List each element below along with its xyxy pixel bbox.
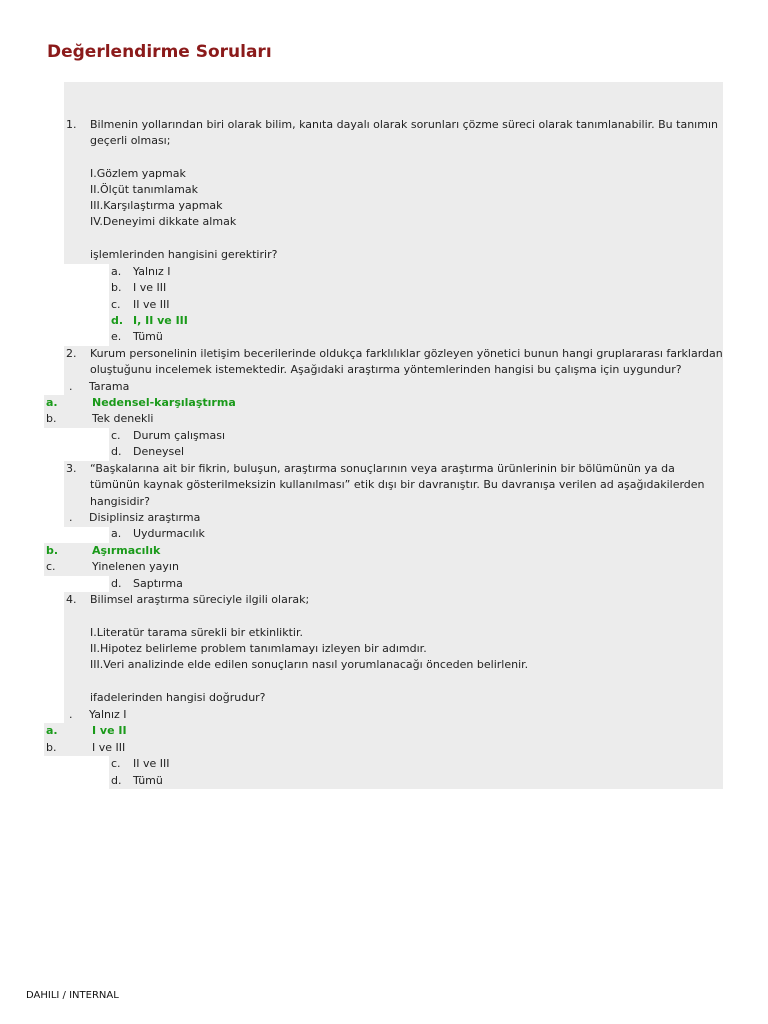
option-text: Disiplinsiz araştırma xyxy=(89,511,201,524)
statement-item: III.Karşılaştırma yapmak xyxy=(90,199,223,212)
option-letter: c. xyxy=(111,429,121,442)
statement-item: II.Ölçüt tanımlamak xyxy=(90,183,198,196)
option-text: Yalnız I xyxy=(89,708,127,721)
question-text: oluştuğunu incelemek istemektedir. Aşağıdaki araştırma yöntemlerinden hangisi bu çalışma için uygundur? xyxy=(90,363,682,376)
option-letter: c. xyxy=(46,560,56,573)
statement-item: I.Literatür tarama sürekli bir etkinliktir. xyxy=(90,626,303,639)
option-letter: b. xyxy=(46,412,57,425)
option-text: Tümü xyxy=(133,330,163,343)
option-letter: . xyxy=(69,380,73,393)
option-letter: d. xyxy=(111,445,122,458)
question-text: Kurum personelinin iletişim becerilerinde oldukça farklılıklar gözleyen yönetici bunun hangi gruplararası farklardan xyxy=(90,347,723,360)
correct-option-text: I ve II xyxy=(92,724,127,737)
correct-option-letter: a. xyxy=(46,396,58,409)
question-number: 4. xyxy=(66,593,77,606)
option-letter: a. xyxy=(111,265,122,278)
option-text: Yinelenen yayın xyxy=(92,560,179,573)
statement-item: III.Veri analizinde elde edilen sonuçların nasıl yorumlanacağı önceden belirlenir. xyxy=(90,658,529,671)
question-stem: işlemlerinden hangisini gerektirir? xyxy=(90,248,278,261)
option-letter: . xyxy=(69,708,73,721)
option-letter: c. xyxy=(111,757,121,770)
option-text: Yalnız I xyxy=(133,265,171,278)
correct-option-letter: d. xyxy=(111,314,124,327)
statement-item: II.Hipotez belirleme problem tanımlamayı izleyen bir adımdır. xyxy=(90,642,427,655)
option-text: Tek denekli xyxy=(92,412,154,425)
option-text: II ve III xyxy=(133,298,170,311)
correct-option-letter: b. xyxy=(46,544,59,557)
option-letter: b. xyxy=(111,281,122,294)
question-stem: ifadelerinden hangisi doğrudur? xyxy=(90,691,266,704)
correct-option-letter: a. xyxy=(46,724,58,737)
options-background-q3-d xyxy=(109,576,723,592)
options-background-q4-cd xyxy=(109,756,723,789)
option-letter: . xyxy=(69,511,73,524)
question-text: tümünün kaynak gösterilmeksizin kullanılması” etik dışı bir davranıştır. Bu davranışa verilen ad aşağıdakilerden xyxy=(90,478,705,491)
question-text: hangisidir? xyxy=(90,495,150,508)
correct-option-text: I, II ve III xyxy=(133,314,188,327)
question-text: geçerli olması; xyxy=(90,134,171,147)
classification-label: DAHILI / INTERNAL xyxy=(26,990,119,1001)
statement-item: I.Gözlem yapmak xyxy=(90,167,186,180)
option-text: Deneysel xyxy=(133,445,185,458)
question-number: 3. xyxy=(66,462,77,475)
statement-item: IV.Deneyimi dikkate almak xyxy=(90,215,237,228)
option-text: I ve III xyxy=(92,741,126,754)
option-text: Durum çalışması xyxy=(133,429,226,442)
option-letter: e. xyxy=(111,330,122,343)
option-letter: d. xyxy=(111,774,122,787)
option-text: II ve III xyxy=(133,757,170,770)
question-number: 1. xyxy=(66,118,77,131)
option-text: Uydurmacılık xyxy=(133,527,205,540)
page-title: Değerlendirme Soruları xyxy=(47,42,272,62)
question-number: 2. xyxy=(66,347,77,360)
option-letter: b. xyxy=(46,741,57,754)
correct-option-text: Aşırmacılık xyxy=(92,544,161,557)
option-text: Tümü xyxy=(133,774,163,787)
option-letter: d. xyxy=(111,577,122,590)
question-text: Bilmenin yollarından biri olarak bilim, kanıta dayalı olarak sorunları çözme süreci olarak tanımlanabilir. Bu tanımın xyxy=(90,118,718,131)
question-text: Bilimsel araştırma süreciyle ilgili olarak; xyxy=(90,593,310,606)
correct-option-text: Nedensel-karşılaştırma xyxy=(92,396,236,409)
options-background-q1 xyxy=(109,264,723,346)
question-text: “Başkalarına ait bir fikrin, buluşun, araştırma sonuçlarının veya araştırma ürünlerinin bir bölümünün ya da xyxy=(90,462,675,475)
option-text: Saptırma xyxy=(133,577,183,590)
options-background-q4-ab xyxy=(44,723,723,756)
option-text: I ve III xyxy=(133,281,167,294)
option-letter: a. xyxy=(111,527,122,540)
option-text: Tarama xyxy=(89,380,130,393)
option-letter: c. xyxy=(111,298,121,311)
